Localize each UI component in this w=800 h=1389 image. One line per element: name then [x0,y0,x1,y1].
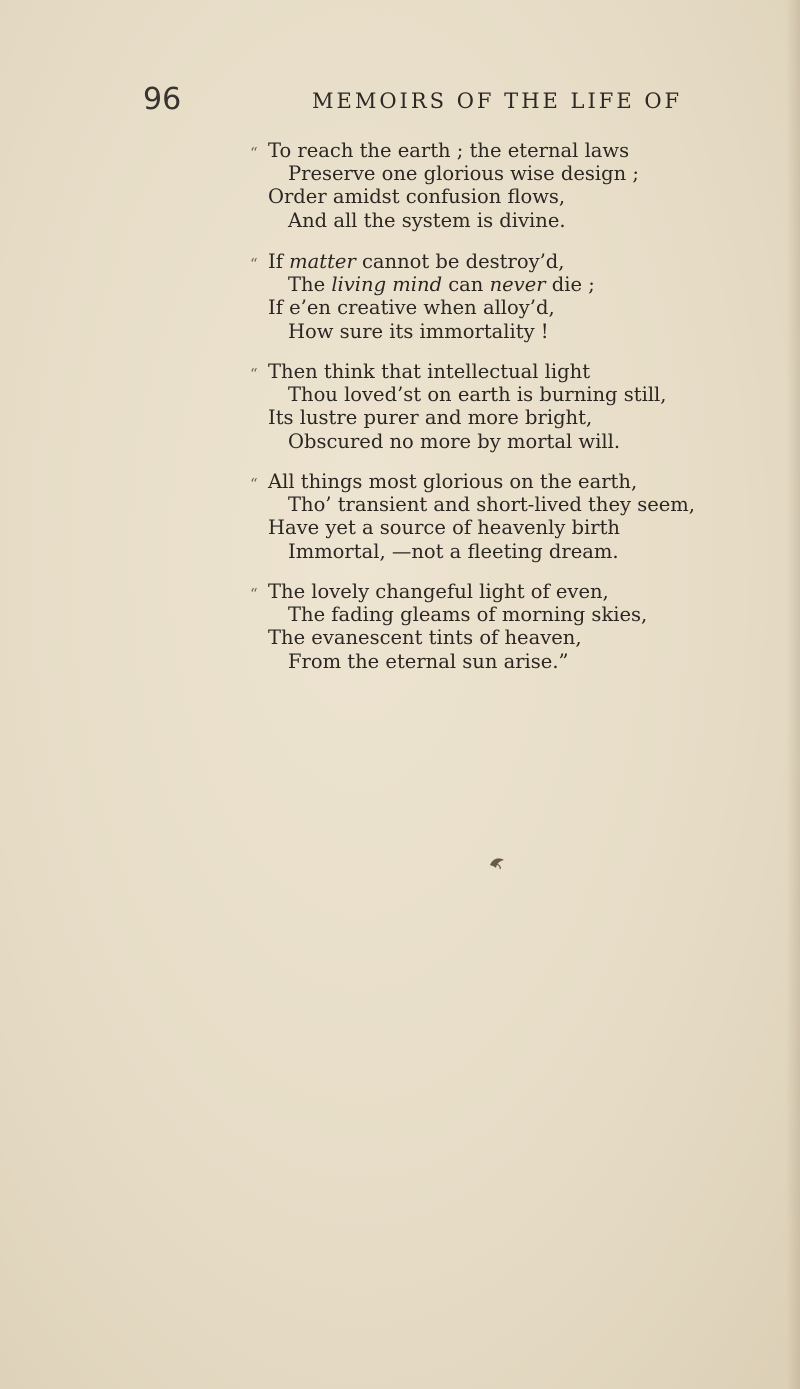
verse-line: Preserve one glorious wise design ; [288,162,639,185]
running-head: MEMOIRS OF THE LIFE OF [312,89,683,113]
opening-quote-mark: “ [250,255,258,273]
verse-line: Immortal, —not a fleeting dream. [288,540,619,563]
verse-line: Order amidst confusion flows, [268,185,566,208]
verse-line: All things most glorious on the earth, [268,470,638,493]
verse-line: And all the system is divine. [288,209,566,232]
page-edge-shadow [786,0,800,1389]
verse-line: The lovely changeful light of even, [268,580,609,603]
verse-line: Then think that intellectual light [268,360,591,383]
opening-quote-mark: “ [250,365,258,383]
opening-quote-mark: “ [250,585,258,603]
verse-line: Obscured no more by mortal will. [288,430,621,453]
verse-line: How sure its immortality ! [288,320,549,343]
verse-line: Tho’ transient and short-lived they seem, [288,493,695,516]
verse-line: Its lustre purer and more bright, [268,406,593,429]
opening-quote-mark: “ [250,144,258,162]
verse-line: The evanescent tints of heaven, [268,626,582,649]
verse-line: Thou loved’st on earth is burning still, [288,383,667,406]
fleuron-icon [488,856,506,870]
verse-line: If e’en creative when alloy’d, [268,296,555,319]
verse-line: The fading gleams of morning skies, [288,603,648,626]
opening-quote-mark: “ [250,475,258,493]
verse-line: Have yet a source of heavenly birth [268,516,620,539]
verse-line: The living mind can never die ; [288,273,595,296]
verse-line: From the eternal sun arise.” [288,650,569,673]
verse-line: If matter cannot be destroy’d, [268,250,565,273]
page-number: 96 [143,82,182,117]
verse-line: To reach the earth ; the eternal laws [268,139,630,162]
